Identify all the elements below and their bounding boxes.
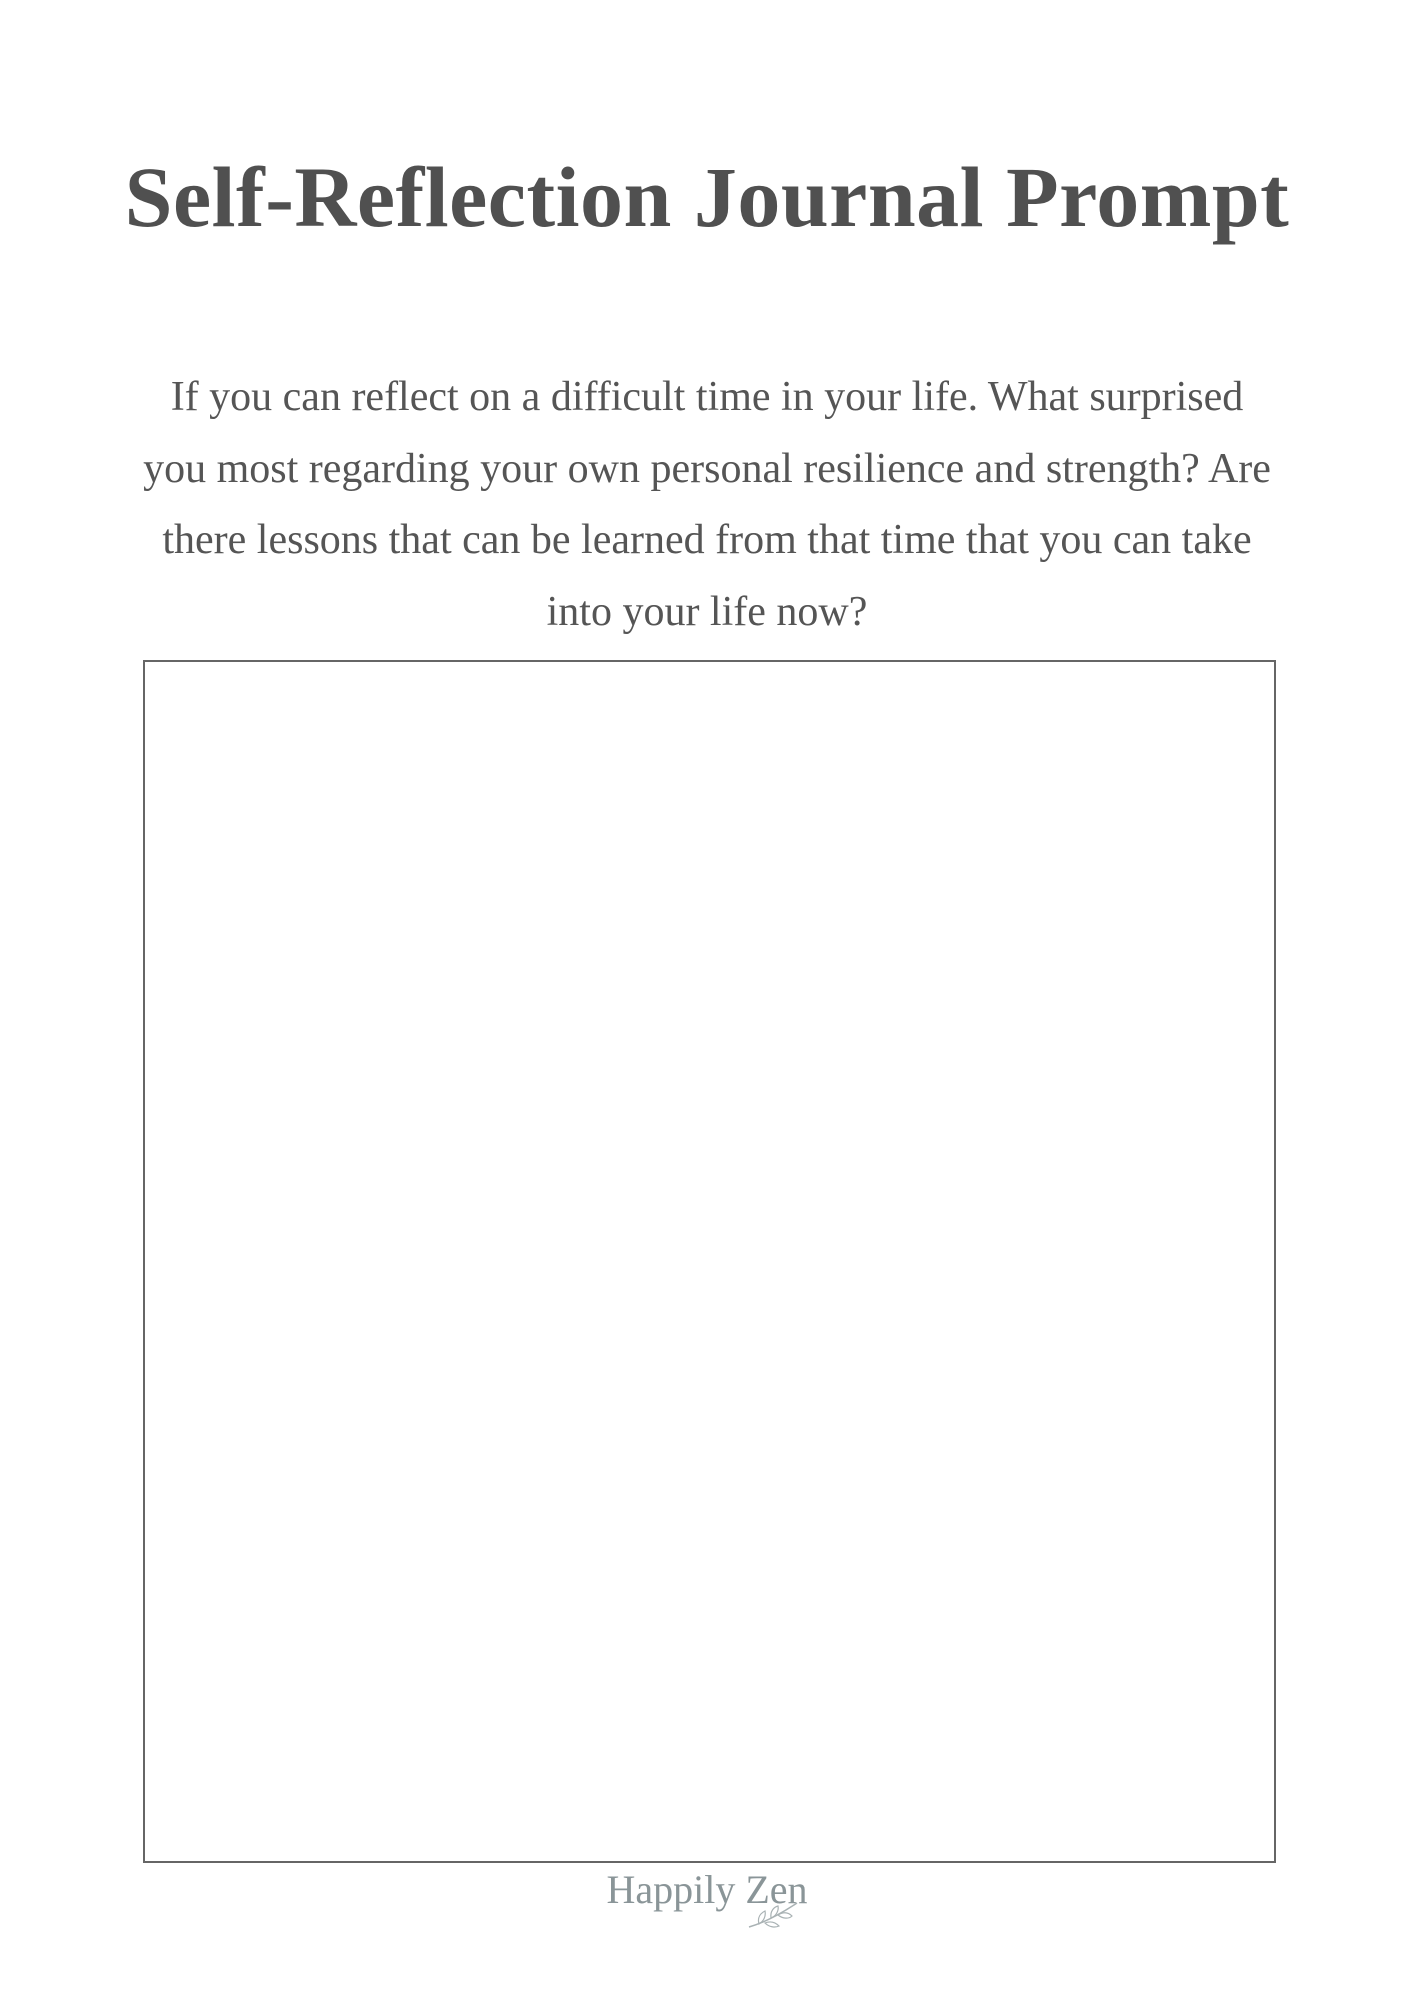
page-title: Self-Reflection Journal Prompt — [124, 149, 1290, 245]
leaf-icon — [745, 1899, 805, 1933]
brand-logo — [0, 1865, 1414, 1935]
brand-name: Happily Zen — [606, 1867, 808, 1912]
journal-prompt: If you can reflect on a difficult time in your life. What surprised you most regarding your own personal resilience and strength? Are there lessons that can be learned from that time that you can take into your life now? — [143, 374, 1271, 635]
writing-area[interactable] — [143, 660, 1276, 1863]
